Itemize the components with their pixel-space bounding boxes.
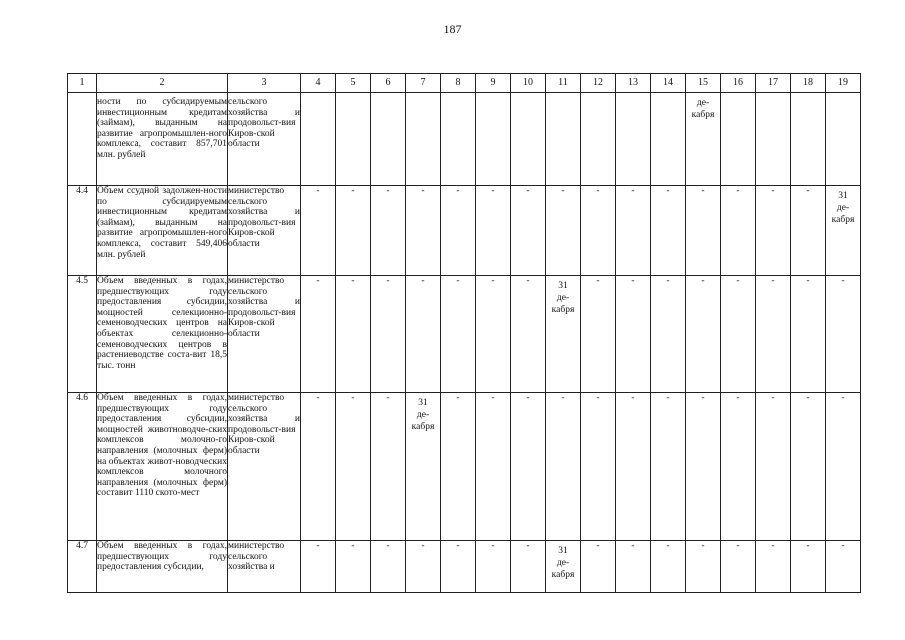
schedule-cell: - (511, 541, 546, 593)
schedule-cell: - (476, 541, 511, 593)
schedule-cell: - (756, 541, 791, 593)
schedule-cell (476, 93, 511, 186)
schedule-cell (336, 93, 371, 186)
indicator-description: Объем введенных в годах, предшествующих году предоставления субсидии, мощностей селекционно-семеноводческих центров на объектах селекционно-семеноводческих центров в растениеводстве соста-вит 18,5 тыс. тонн (97, 276, 228, 393)
schedule-cell: - (546, 393, 581, 541)
schedule-cell: - (301, 393, 336, 541)
page-number: 187 (443, 22, 462, 36)
schedule-cell: - (791, 276, 826, 393)
schedule-cell: 31 де- кабря (546, 541, 581, 593)
schedule-cell: - (721, 393, 756, 541)
schedule-cell: - (441, 393, 476, 541)
responsible-executor: министерство сельского хозяйства и продовольст-вия Киров-ской области (228, 186, 301, 276)
column-header: 19 (826, 74, 861, 93)
schedule-cell: - (616, 393, 651, 541)
schedule-cell: - (406, 541, 441, 593)
schedule-cell: - (441, 541, 476, 593)
plan-table (67, 73, 861, 593)
schedule-cell: - (441, 276, 476, 393)
schedule-cell: - (791, 393, 826, 541)
column-header: 13 (616, 74, 651, 93)
table-row (68, 93, 861, 186)
schedule-cell (581, 93, 616, 186)
schedule-cell: - (406, 276, 441, 393)
schedule-cell: - (546, 186, 581, 276)
schedule-cell (406, 93, 441, 186)
schedule-cell: - (826, 541, 861, 593)
schedule-cell (371, 93, 406, 186)
schedule-cell: - (336, 393, 371, 541)
schedule-cell: - (441, 186, 476, 276)
schedule-cell: - (651, 186, 686, 276)
schedule-cell: - (791, 186, 826, 276)
column-header: 2 (97, 74, 228, 93)
column-header: 6 (371, 74, 406, 93)
schedule-cell: - (721, 541, 756, 593)
schedule-cell: - (476, 186, 511, 276)
schedule-cell: - (371, 276, 406, 393)
schedule-cell: - (336, 186, 371, 276)
schedule-cell: - (581, 186, 616, 276)
column-header: 18 (791, 74, 826, 93)
schedule-cell: - (721, 276, 756, 393)
schedule-cell: - (686, 276, 721, 393)
schedule-cell (511, 93, 546, 186)
column-header: 3 (228, 74, 301, 93)
indicator-description: ности по субсидируемым инвестиционным кредитам (займам), выданным на развитие агропромышлен-ного комплекса, составит 857,701 млн. рублей (97, 93, 228, 186)
schedule-cell: - (686, 541, 721, 593)
table-row (68, 393, 861, 541)
column-header: 11 (546, 74, 581, 93)
responsible-executor: министерство сельского хозяйства и (228, 541, 301, 593)
column-header: 7 (406, 74, 441, 93)
schedule-cell: - (686, 186, 721, 276)
schedule-cell: 31 де- кабря (406, 393, 441, 541)
responsible-executor: министерство сельского хозяйства и продовольст-вия Киров-ской области (228, 276, 301, 393)
column-header: 14 (651, 74, 686, 93)
table-row (68, 541, 861, 593)
column-header: 15 (686, 74, 721, 93)
schedule-cell: - (581, 276, 616, 393)
schedule-cell: - (686, 393, 721, 541)
schedule-cell: - (651, 393, 686, 541)
column-header: 17 (756, 74, 791, 93)
indicator-description: Объем введенных в годах, предшествующих году предоставления субсидии, (97, 541, 228, 593)
schedule-cell: - (756, 393, 791, 541)
responsible-executor: министерство сельского хозяйства и продовольст-вия Киров-ской области (228, 393, 301, 541)
schedule-cell: - (301, 186, 336, 276)
schedule-cell: - (581, 541, 616, 593)
schedule-cell: 31 де- кабря (826, 186, 861, 276)
schedule-cell: - (651, 276, 686, 393)
schedule-cell (651, 93, 686, 186)
indicator-description: Объем ссудной задолжен-ности по субсидируемым инвестиционным кредитам (займам), выданным на развитие агропромышлен-ного комплекса, составит 549,406 млн. рублей (97, 186, 228, 276)
column-header: 12 (581, 74, 616, 93)
responsible-executor: сельского хозяйства и продовольст-вия Киров-ской области (228, 93, 301, 186)
column-header: 1 (68, 74, 97, 93)
schedule-cell (616, 93, 651, 186)
column-header: 9 (476, 74, 511, 93)
schedule-cell (791, 93, 826, 186)
column-header: 5 (336, 74, 371, 93)
schedule-cell: - (336, 276, 371, 393)
header-row (68, 74, 861, 93)
schedule-cell (546, 93, 581, 186)
table-row (68, 186, 861, 276)
row-number: 4.4 (68, 186, 97, 276)
schedule-cell (721, 93, 756, 186)
indicator-description: Объем введенных в годах, предшествующих году предоставления субсидии, мощностей животноводче-ских комплексов молочно-го направления (молочных ферм) на объектах живот-новодческих комплексов молочного направления (молочных ферм) составит 1110 ското-мест (97, 393, 228, 541)
row-number (68, 93, 97, 186)
schedule-cell (301, 93, 336, 186)
row-number: 4.6 (68, 393, 97, 541)
schedule-cell: - (371, 393, 406, 541)
schedule-cell: - (756, 186, 791, 276)
schedule-cell: - (826, 393, 861, 541)
schedule-cell: - (301, 541, 336, 593)
schedule-cell: - (511, 186, 546, 276)
schedule-cell: - (616, 541, 651, 593)
schedule-cell: - (756, 276, 791, 393)
row-number: 4.5 (68, 276, 97, 393)
schedule-cell: - (336, 541, 371, 593)
schedule-cell: - (651, 541, 686, 593)
schedule-cell: - (371, 541, 406, 593)
schedule-cell: - (721, 186, 756, 276)
schedule-cell: - (371, 186, 406, 276)
schedule-cell: - (791, 541, 826, 593)
schedule-cell: - (476, 276, 511, 393)
schedule-cell: - (406, 186, 441, 276)
schedule-cell (826, 93, 861, 186)
schedule-cell: - (616, 186, 651, 276)
schedule-cell: - (826, 276, 861, 393)
schedule-cell (441, 93, 476, 186)
schedule-cell: - (581, 393, 616, 541)
row-number: 4.7 (68, 541, 97, 593)
schedule-cell: - (301, 276, 336, 393)
column-header: 4 (301, 74, 336, 93)
schedule-cell: - (476, 393, 511, 541)
column-header: 10 (511, 74, 546, 93)
schedule-cell: де- кабря (686, 93, 721, 186)
column-header: 8 (441, 74, 476, 93)
table-row (68, 276, 861, 393)
column-header: 16 (721, 74, 756, 93)
schedule-cell (756, 93, 791, 186)
schedule-cell: - (616, 276, 651, 393)
schedule-cell: 31 де- кабря (546, 276, 581, 393)
schedule-cell: - (511, 393, 546, 541)
schedule-cell: - (511, 276, 546, 393)
